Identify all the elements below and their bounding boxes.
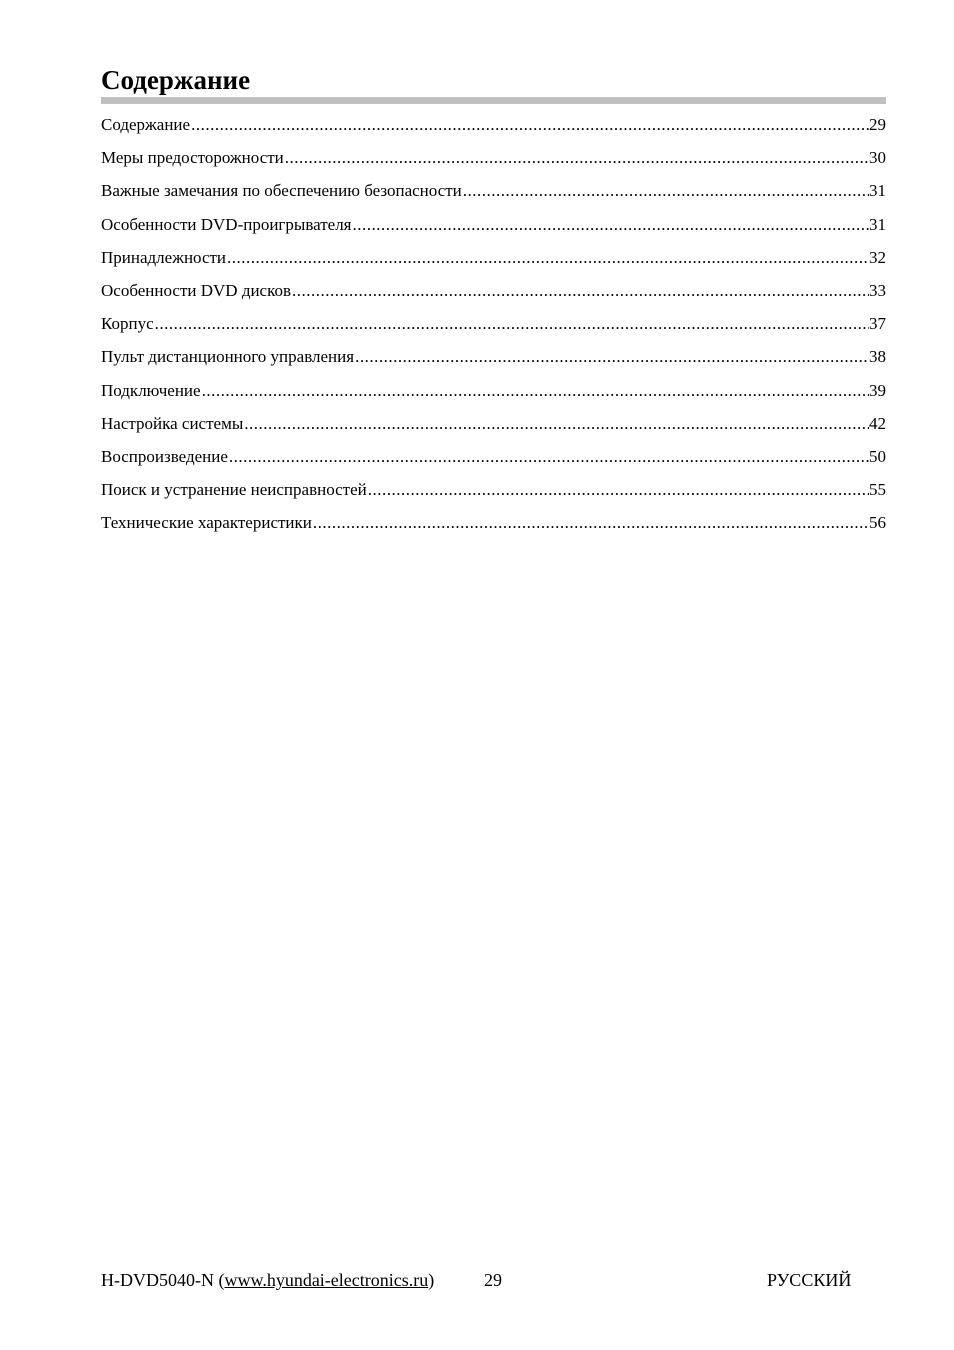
toc-entry-label: Настройка системы [101, 413, 244, 433]
toc-entry-accessories[interactable] [101, 246, 886, 279]
toc-entry-playback[interactable] [101, 445, 886, 478]
toc-dot-leader [354, 345, 869, 369]
toc-dot-leader [284, 146, 869, 170]
toc-dot-leader [367, 478, 869, 502]
toc-entry-label: Воспроизведение [101, 446, 228, 466]
toc-entry-page: 42 [869, 413, 886, 433]
toc-dot-leader [201, 379, 869, 403]
toc-entry-page: 39 [869, 380, 886, 400]
toc-dot-leader [190, 113, 869, 137]
toc-entry-player-features[interactable] [101, 213, 886, 246]
toc-entry-label: Содержание [101, 115, 191, 134]
toc-entry-remote-control[interactable] [101, 345, 886, 378]
toc-entry-label: Важные замечания по обеспечению безопасности [101, 181, 462, 201]
toc-entry-label: Подключение [101, 380, 201, 400]
toc-entry-page: 50 [869, 446, 886, 466]
toc-entry-label: Меры предосторожности [101, 148, 284, 168]
toc-dot-leader [291, 279, 869, 303]
table-of-contents [101, 113, 886, 544]
toc-entry-label: Пульт дистанционного управления [101, 347, 355, 367]
toc-entry-connection[interactable] [101, 379, 886, 412]
toc-dot-leader [154, 312, 869, 336]
toc-entry-system-setup[interactable] [101, 412, 886, 445]
toc-entry-page: 30 [869, 148, 886, 168]
toc-entry-specifications[interactable] [101, 511, 886, 544]
toc-entry-page: 55 [869, 480, 886, 500]
toc-entry-label: Особенности DVD дисков [101, 280, 292, 300]
toc-entry-page: 37 [869, 314, 886, 334]
toc-entry-label: Принадлежности [101, 247, 227, 267]
toc-entry-label: Поиск и устранение неисправностей [101, 480, 367, 500]
toc-dot-leader [243, 412, 869, 436]
toc-dot-leader [226, 246, 869, 270]
toc-entry-page: 31 [869, 181, 886, 201]
toc-entry-page: 32 [869, 247, 886, 267]
toc-entry-disc-features[interactable] [101, 279, 886, 312]
toc-entry-troubleshooting[interactable] [101, 478, 886, 511]
footer-language: РУССКИЙ [767, 1270, 852, 1290]
toc-entry-page: 38 [869, 347, 886, 367]
toc-dot-leader [312, 511, 869, 535]
footer-page-number: 29 [484, 1270, 502, 1290]
toc-entry-page: 33 [869, 280, 886, 300]
footer-model [101, 1268, 434, 1292]
toc-entry-housing[interactable] [101, 312, 886, 345]
toc-dot-leader [462, 179, 869, 203]
toc-dot-leader [352, 213, 869, 237]
footer-model-close: ) [428, 1270, 435, 1290]
toc-entry-page: 56 [869, 513, 886, 533]
toc-entry-safety-notes[interactable] [101, 179, 886, 212]
toc-entry-label: Корпус [101, 314, 154, 334]
toc-entry-contents[interactable] [101, 113, 886, 146]
toc-entry-precautions[interactable] [101, 146, 886, 179]
toc-entry-page: 31 [869, 214, 886, 234]
toc-entry-label: Технические характеристики [101, 513, 312, 533]
toc-entry-page: 29 [869, 115, 886, 134]
toc-entry-label: Особенности DVD-проигрывателя [101, 214, 352, 234]
footer-model-text: H-DVD5040-N ( [101, 1270, 225, 1290]
footer-website-link[interactable]: www.hyundai-electronics.ru [224, 1270, 429, 1290]
toc-dot-leader [228, 445, 869, 469]
title-rule [101, 97, 886, 104]
page-title: Содержание [101, 65, 251, 95]
